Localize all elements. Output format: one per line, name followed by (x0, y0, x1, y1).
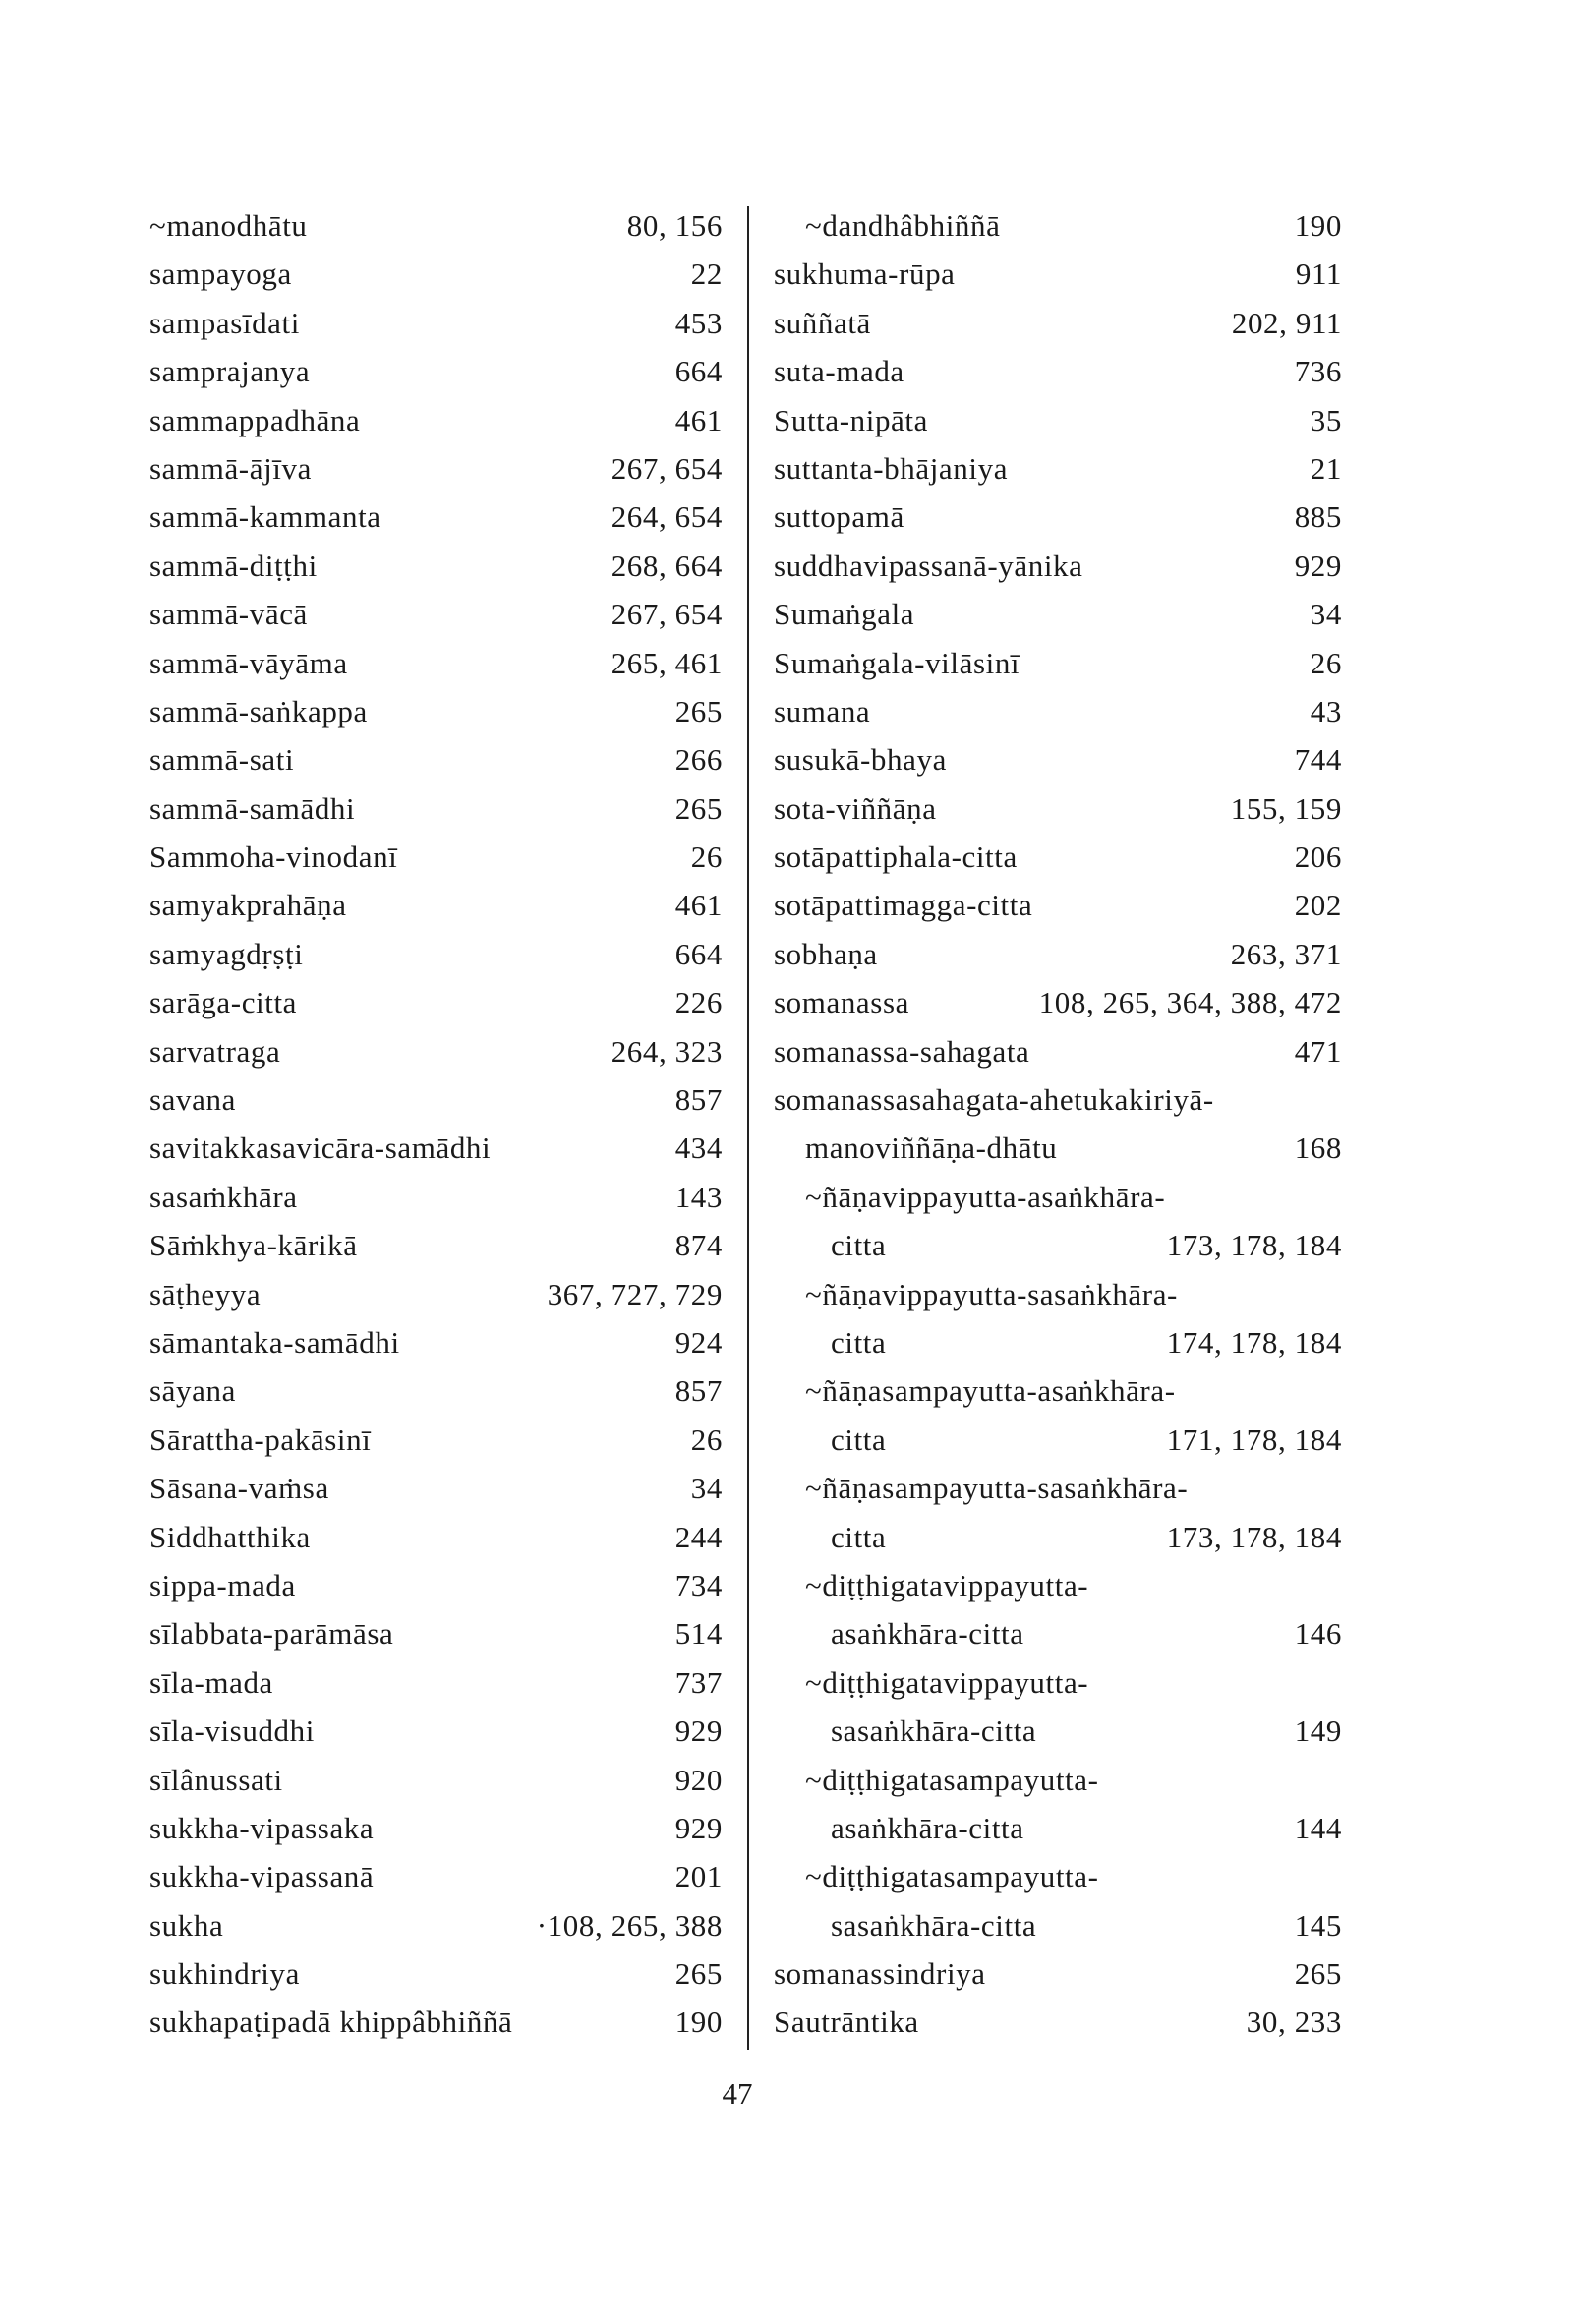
index-page-refs: 737 (674, 1664, 723, 1700)
index-term: sammappadhāna (149, 402, 361, 437)
index-entry (774, 1707, 1342, 1755)
index-term: Sāṁkhya-kārikā (149, 1228, 358, 1263)
index-page-refs: 201 (674, 1859, 723, 1894)
index-term: sampayoga (149, 257, 292, 292)
index-page-refs: 265, 461 (611, 645, 723, 680)
index-entry (774, 833, 1342, 881)
index-entry (149, 1513, 723, 1561)
index-term: savana (149, 1082, 236, 1118)
index-entry (149, 1366, 723, 1415)
index-entry (149, 1173, 723, 1221)
index-page-refs: 267, 654 (611, 450, 723, 486)
index-entry (774, 1804, 1342, 1852)
index-page-refs: 461 (674, 402, 723, 437)
index-term: sammā-vāyāma (149, 645, 348, 680)
index-entry (774, 930, 1342, 978)
index-term: somanassindriya (774, 1956, 986, 1992)
index-entry (774, 1561, 1342, 1609)
index-page-refs: 173, 178, 184 (1166, 1519, 1342, 1554)
index-entry (149, 1270, 723, 1318)
index-entry (149, 1998, 723, 2046)
index-page-refs: 34 (1310, 597, 1342, 632)
index-term: somanassa (774, 985, 909, 1020)
index-page-refs: 911 (1295, 257, 1342, 292)
index-page-refs: 149 (1294, 1714, 1342, 1749)
index-entry (149, 1318, 723, 1366)
index-entry (774, 396, 1342, 444)
index-term: suta-mada (774, 354, 904, 389)
index-entry (149, 542, 723, 590)
index-page-refs: 264, 323 (611, 1033, 723, 1069)
index-entry (774, 347, 1342, 395)
index-entry (149, 1852, 723, 1900)
index-page-refs: 929 (674, 1714, 723, 1749)
index-entry (774, 1027, 1342, 1075)
index-term: sarvatraga (149, 1033, 281, 1069)
index-page-refs: 367, 727, 729 (547, 1276, 723, 1311)
index-page-refs: 146 (1294, 1616, 1342, 1652)
index-entry (149, 1561, 723, 1609)
index-page-refs: 924 (674, 1324, 723, 1360)
index-page-refs: 874 (674, 1228, 723, 1263)
index-page-refs: 453 (674, 305, 723, 340)
index-page-refs: 226 (674, 985, 723, 1020)
index-entry (774, 1464, 1342, 1512)
index-page-refs: 202 (1294, 888, 1342, 923)
index-entry (774, 687, 1342, 735)
index-term: sīlabbata-parāmāsa (149, 1616, 394, 1652)
index-entry (149, 444, 723, 493)
index-term: sīla-mada (149, 1664, 273, 1700)
index-term: sukhuma-rūpa (774, 257, 956, 292)
index-page-refs: 21 (1310, 450, 1342, 486)
index-page-refs: 265 (674, 790, 723, 826)
index-entry (149, 1124, 723, 1172)
index-term: citta (831, 1228, 887, 1263)
index-term: asaṅkhāra-citta (831, 1616, 1024, 1652)
index-term: sukkha-vipassaka (149, 1810, 375, 1845)
index-entry (149, 978, 723, 1026)
index-term: sumana (774, 693, 871, 728)
index-term: Sumaṅgala (774, 597, 915, 632)
index-page-refs: 168 (1294, 1131, 1342, 1166)
index-page-refs: 265 (1294, 1956, 1342, 1992)
index-term: sotāpattimagga-citta (774, 888, 1033, 923)
index-page-refs: 171, 178, 184 (1166, 1422, 1342, 1457)
index-term: ~diṭṭhigatasampayutta- (805, 1762, 1099, 1797)
index-term: sīlânussati (149, 1762, 283, 1797)
index-page-refs: 155, 159 (1230, 790, 1342, 826)
index-term: sāṭheyya (149, 1276, 262, 1311)
index-page-refs: 263, 371 (1230, 936, 1342, 971)
index-entry (149, 1949, 723, 1998)
index-term: sammā-diṭṭhi (149, 548, 318, 583)
index-entry (774, 1366, 1342, 1415)
index-entry (774, 735, 1342, 784)
index-page-refs: 268, 664 (611, 548, 723, 583)
index-term: citta (831, 1422, 887, 1457)
page-number: 47 (722, 2076, 753, 2111)
index-page-refs: 265 (674, 693, 723, 728)
index-entry (149, 1804, 723, 1852)
index-term: ~manodhātu (149, 208, 308, 243)
index-term: suttopamā (774, 499, 904, 535)
index-entry (149, 784, 723, 833)
index-page-refs: 734 (674, 1567, 723, 1602)
index-page-refs: 190 (674, 2004, 723, 2040)
index-entry (774, 1318, 1342, 1366)
index-term: citta (831, 1519, 887, 1554)
index-term: samyakprahāṇa (149, 888, 347, 923)
index-term: manoviññāṇa-dhātu (805, 1131, 1058, 1166)
index-entry (774, 202, 1342, 250)
index-entry (149, 1464, 723, 1512)
index-entry (774, 1221, 1342, 1269)
index-page-refs: 929 (1294, 548, 1342, 583)
index-term: suññatā (774, 305, 871, 340)
index-page-refs: 461 (674, 888, 723, 923)
index-page-refs: 885 (1294, 499, 1342, 535)
index-entry (774, 493, 1342, 541)
index-page-refs: 80, 156 (626, 208, 723, 243)
index-entry (149, 735, 723, 784)
index-term: Sautrāntika (774, 2004, 919, 2040)
index-entry (774, 1513, 1342, 1561)
index-term: sāyana (149, 1373, 236, 1409)
index-term: sammā-sati (149, 742, 295, 778)
index-entry (774, 978, 1342, 1026)
index-page-refs: 173, 178, 184 (1166, 1228, 1342, 1263)
column-divider (747, 206, 749, 2050)
index-entry (774, 639, 1342, 687)
index-entry (149, 1901, 723, 1949)
index-entry (149, 299, 723, 347)
index-page-refs: 26 (1310, 645, 1342, 680)
index-page-refs: 143 (674, 1179, 723, 1214)
index-entry (774, 1609, 1342, 1657)
index-term: sasaṁkhāra (149, 1179, 298, 1214)
index-entry (149, 930, 723, 978)
index-page-refs: 266 (674, 742, 723, 778)
index-page-refs: 35 (1310, 402, 1342, 437)
index-entry (774, 1270, 1342, 1318)
index-entry (774, 1949, 1342, 1998)
index-term: susukā-bhaya (774, 742, 947, 778)
index-term: sīla-visuddhi (149, 1714, 315, 1749)
index-entry (774, 1658, 1342, 1707)
index-column-left (149, 202, 723, 2047)
index-page-refs: 857 (674, 1373, 723, 1409)
index-page-refs: 736 (1294, 354, 1342, 389)
index-entry (774, 590, 1342, 638)
index-term: suddhavipassanā-yānika (774, 548, 1083, 583)
index-term: sarāga-citta (149, 985, 298, 1020)
index-page-refs: 174, 178, 184 (1166, 1324, 1342, 1360)
index-term: suttanta-bhājaniya (774, 450, 1009, 486)
index-term: somanassa-sahagata (774, 1033, 1030, 1069)
index-term: ~ñāṇasampayutta-sasaṅkhāra- (805, 1471, 1189, 1506)
index-page-refs: 190 (1294, 208, 1342, 243)
index-entry (149, 1075, 723, 1124)
index-entry (149, 202, 723, 250)
index-term: sippa-mada (149, 1567, 296, 1602)
index-page-refs: 30, 233 (1246, 2004, 1342, 2040)
index-page-refs: 244 (674, 1519, 723, 1554)
index-entry (149, 493, 723, 541)
index-entry (149, 396, 723, 444)
index-entry (149, 687, 723, 735)
index-term: ~ñāṇasampayutta-asaṅkhāra- (805, 1373, 1176, 1409)
index-term: sota-viññāṇa (774, 790, 937, 826)
index-page-refs: 744 (1294, 742, 1342, 778)
index-entry (149, 833, 723, 881)
index-term: samyagdṛṣṭi (149, 936, 304, 971)
index-entry (774, 299, 1342, 347)
index-page-refs: 22 (690, 257, 723, 292)
index-term: ~diṭṭhigatasampayutta- (805, 1859, 1099, 1894)
index-entry (149, 250, 723, 298)
index-term: Sārattha-pakāsinī (149, 1422, 372, 1457)
index-entry (774, 1998, 1342, 2046)
index-entry (774, 1852, 1342, 1900)
index-entry (774, 1901, 1342, 1949)
index-page-refs: 206 (1294, 840, 1342, 875)
index-term: sukhindriya (149, 1956, 300, 1992)
index-term: Sāsana-vaṁsa (149, 1471, 329, 1506)
index-term: sammā-kammanta (149, 499, 381, 535)
index-term: sukkha-vipassanā (149, 1859, 375, 1894)
index-entry (149, 1027, 723, 1075)
index-entry (774, 250, 1342, 298)
index-page-refs: 108, 265, 364, 388, 472 (1038, 985, 1342, 1020)
index-page-refs: 145 (1294, 1907, 1342, 1943)
index-entry (774, 784, 1342, 833)
index-page-refs: 144 (1294, 1810, 1342, 1845)
index-term: sammā-saṅkappa (149, 693, 368, 728)
index-entry (149, 1707, 723, 1755)
index-term: sobhaṇa (774, 936, 878, 971)
index-term: citta (831, 1324, 887, 1360)
index-page-refs: ·108, 265, 388 (536, 1907, 723, 1943)
index-page-refs: 664 (674, 354, 723, 389)
index-term: sammā-vācā (149, 597, 308, 632)
index-entry (774, 542, 1342, 590)
index-entry (149, 1756, 723, 1804)
index-term: ~ñāṇavippayutta-asaṅkhāra- (805, 1179, 1166, 1214)
index-page-refs: 434 (674, 1131, 723, 1166)
index-page-refs: 857 (674, 1082, 723, 1118)
index-term: sukha (149, 1907, 224, 1943)
index-entry (774, 1416, 1342, 1464)
index-entry (149, 1221, 723, 1269)
index-term: asaṅkhāra-citta (831, 1810, 1024, 1845)
index-term: Sutta-nipāta (774, 402, 928, 437)
index-term: Siddhatthika (149, 1519, 311, 1554)
index-page-refs: 264, 654 (611, 499, 723, 535)
index-term: ~ñāṇavippayutta-sasaṅkhāra- (805, 1276, 1178, 1311)
index-page-refs: 920 (674, 1762, 723, 1797)
index-entry (149, 881, 723, 929)
index-page-refs: 664 (674, 936, 723, 971)
index-entry (774, 1756, 1342, 1804)
index-page-refs: 265 (674, 1956, 723, 1992)
index-entry (774, 444, 1342, 493)
index-term: sotāpattiphala-citta (774, 840, 1018, 875)
index-column-right (774, 202, 1342, 2047)
index-entry (774, 881, 1342, 929)
index-page-refs: 26 (690, 840, 723, 875)
index-page-refs: 929 (674, 1810, 723, 1845)
index-entry (149, 347, 723, 395)
index-term: ~diṭṭhigatavippayutta- (805, 1567, 1089, 1602)
index-entry (149, 1416, 723, 1464)
index-term: samprajanya (149, 354, 311, 389)
index-entry (149, 1658, 723, 1707)
index-term: sasaṅkhāra-citta (831, 1714, 1037, 1749)
index-page-refs: 267, 654 (611, 597, 723, 632)
index-entry (149, 639, 723, 687)
index-term: sampasīdati (149, 305, 300, 340)
index-page-refs: 514 (674, 1616, 723, 1652)
index-term: Sumaṅgala-vilāsinī (774, 645, 1020, 680)
index-entry (774, 1075, 1342, 1124)
index-term: somanassasahagata-ahetukakiriyā- (774, 1082, 1214, 1118)
index-page-refs: 43 (1310, 693, 1342, 728)
index-term: sasaṅkhāra-citta (831, 1907, 1037, 1943)
index-term: ~diṭṭhigatavippayutta- (805, 1664, 1089, 1700)
index-term: sāmantaka-samādhi (149, 1324, 400, 1360)
index-page-refs: 34 (690, 1471, 723, 1506)
index-entry (774, 1173, 1342, 1221)
index-term: sukhapaṭipadā khippâbhiññā (149, 2004, 513, 2040)
index-term: Sammoha-vinodanī (149, 840, 398, 875)
index-term: ~dandhâbhiññā (805, 208, 1001, 243)
index-page-refs: 26 (690, 1422, 723, 1457)
index-entry (774, 1124, 1342, 1172)
index-page-refs: 202, 911 (1231, 305, 1342, 340)
index-term: sammā-samādhi (149, 790, 356, 826)
index-term: sammā-ājīva (149, 450, 312, 486)
index-entry (149, 1609, 723, 1657)
index-entry (149, 590, 723, 638)
index-page-refs: 471 (1294, 1033, 1342, 1069)
index-term: savitakkasavicāra-samādhi (149, 1131, 492, 1166)
